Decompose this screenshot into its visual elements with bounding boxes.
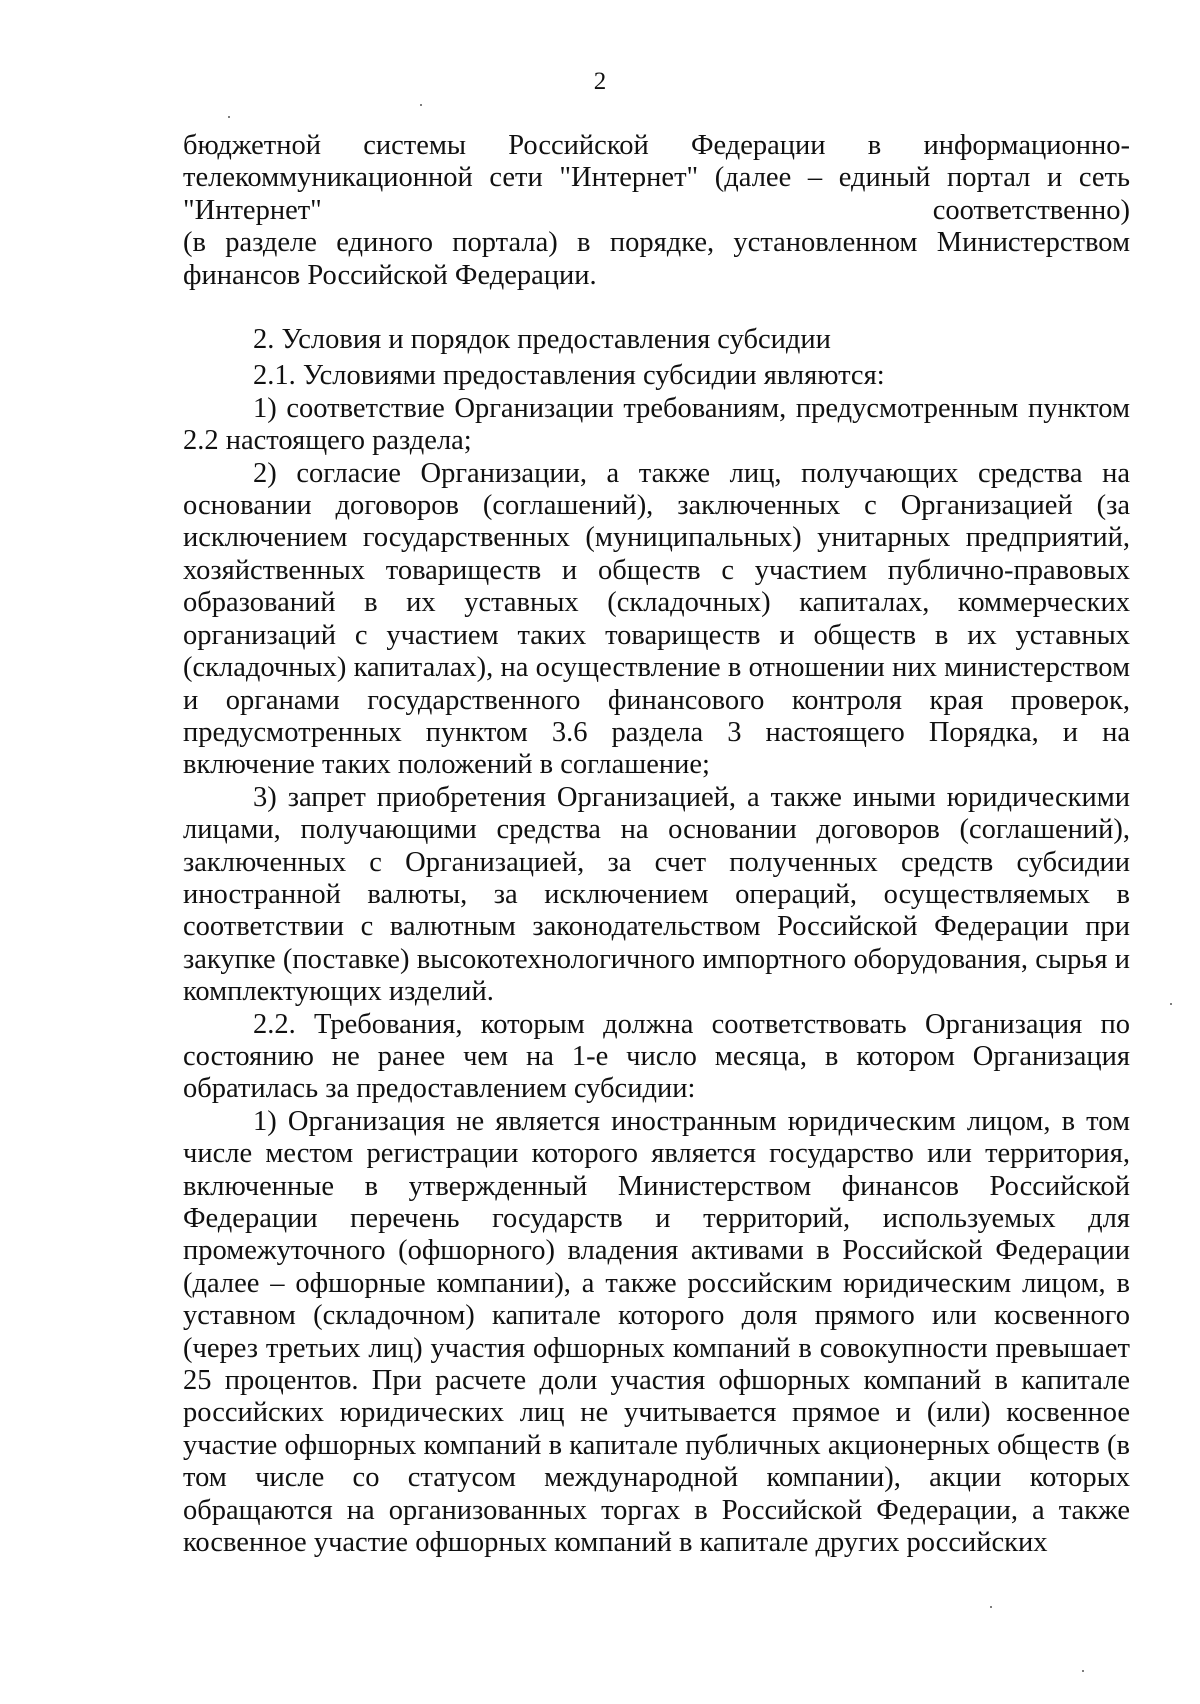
intro-rest: (в разделе единого портала) в порядке, установленном Министерством финансов Российской Федерации. [183, 227, 1130, 291]
scan-speck [1170, 1003, 1172, 1005]
intro-line-1-word: информационно- [923, 130, 1130, 161]
intro-line-1-word: бюджетной [183, 130, 322, 161]
intro-line-1 [183, 130, 1130, 162]
intro-line-1-word: системы [363, 130, 467, 161]
intro-line-3-right: соответственно) [932, 194, 1130, 226]
paragraph-2-2-item-1: 1) Организация не является иностранным юридическим лицом, в том числе местом регистрации которого является государство или территория, включенные в утвержденный Министерством финансов Российской Федерации перечень государств и территорий, используемых для промежуточного (офшорного) владения активами в Российской Федерации (далее – офшорные компании), а также российским юридическим лицом, в уставном (складочном) капитале которого доля прямого или косвенного (через третьих лиц) участия офшорных компаний в совокупности превышает 25 процентов. При расчете доли участия офшорных компаний в капитале российских юридических лиц не учитывается прямое и (или) косвенное участие офшорных компаний в капитале публичных акционерных обществ (в том числе со статусом международной компании), акции которых обращаются на организованных торгах в Российской Федерации, а также косвенное участие офшорных компаний в капитале других российских [183, 1105, 1130, 1559]
intro-line-1-word: в [867, 130, 882, 161]
scan-speck [228, 116, 230, 118]
intro-line-3-left: "Интернет" [183, 194, 322, 226]
scan-speck [990, 1606, 992, 1608]
paragraph-2-2: 2.2. Требования, которым должна соответствовать Организация по состоянию не ранее чем на 1-е число месяца, в котором Организация обратилась за предоставлением субсидии: [183, 1008, 1130, 1105]
page-number: 2 [593, 68, 607, 95]
intro-line-1-word: Российской [508, 130, 649, 161]
intro-line-2: телекоммуникационной сети "Интернет" (далее – единый портал и сеть [183, 162, 1130, 194]
scan-speck [1082, 1670, 1084, 1672]
scan-speck [420, 104, 422, 106]
paragraph-2-1-item-1: 1) соответствие Организации требованиям, предусмотренным пунктом 2.2 настоящего раздела; [183, 392, 1130, 457]
paragraph-2-1-item-3: 3) запрет приобретения Организацией, а также иными юридическими лицами, получающими средства на основании договоров (соглашений), заключенных с Организацией, за счет полученных средств субсидии иностранной валюты, за исключением операций, осуществляемых в соответствии с валютным законодательством Российской Федерации при закупке (поставке) высокотехнологичного импортного оборудования, сырья и комплектующих изделий. [183, 781, 1130, 1008]
intro-line-3 [183, 195, 1130, 227]
intro-line-1-word: Федерации [690, 130, 826, 161]
paragraph-2-1: 2.1. Условиями предоставления субсидии являются: [253, 360, 885, 392]
intro-line-1-text [183, 130, 1130, 162]
document-body [183, 130, 1130, 1559]
section-heading: 2. Условия и порядок предоставления субсидии [253, 324, 831, 356]
paragraph-2-1-item-2: 2) согласие Организации, а также лиц, получающих средства на основании договоров (соглашений), заключенных с Организацией (за исключением государственных (муниципальных) унитарных предприятий, хозяйственных товариществ и обществ с участием публично-правовых образований в их уставных (складочных) капиталах, коммерческих организаций с участием таких товариществ и обществ в их уставных (складочных) капиталах), на осуществление в отношении них министерством и органами государственного финансового контроля края проверок, предусмотренных пунктом 3.6 раздела 3 настоящего Порядка, и на включение таких положений в соглашение; [183, 457, 1130, 781]
